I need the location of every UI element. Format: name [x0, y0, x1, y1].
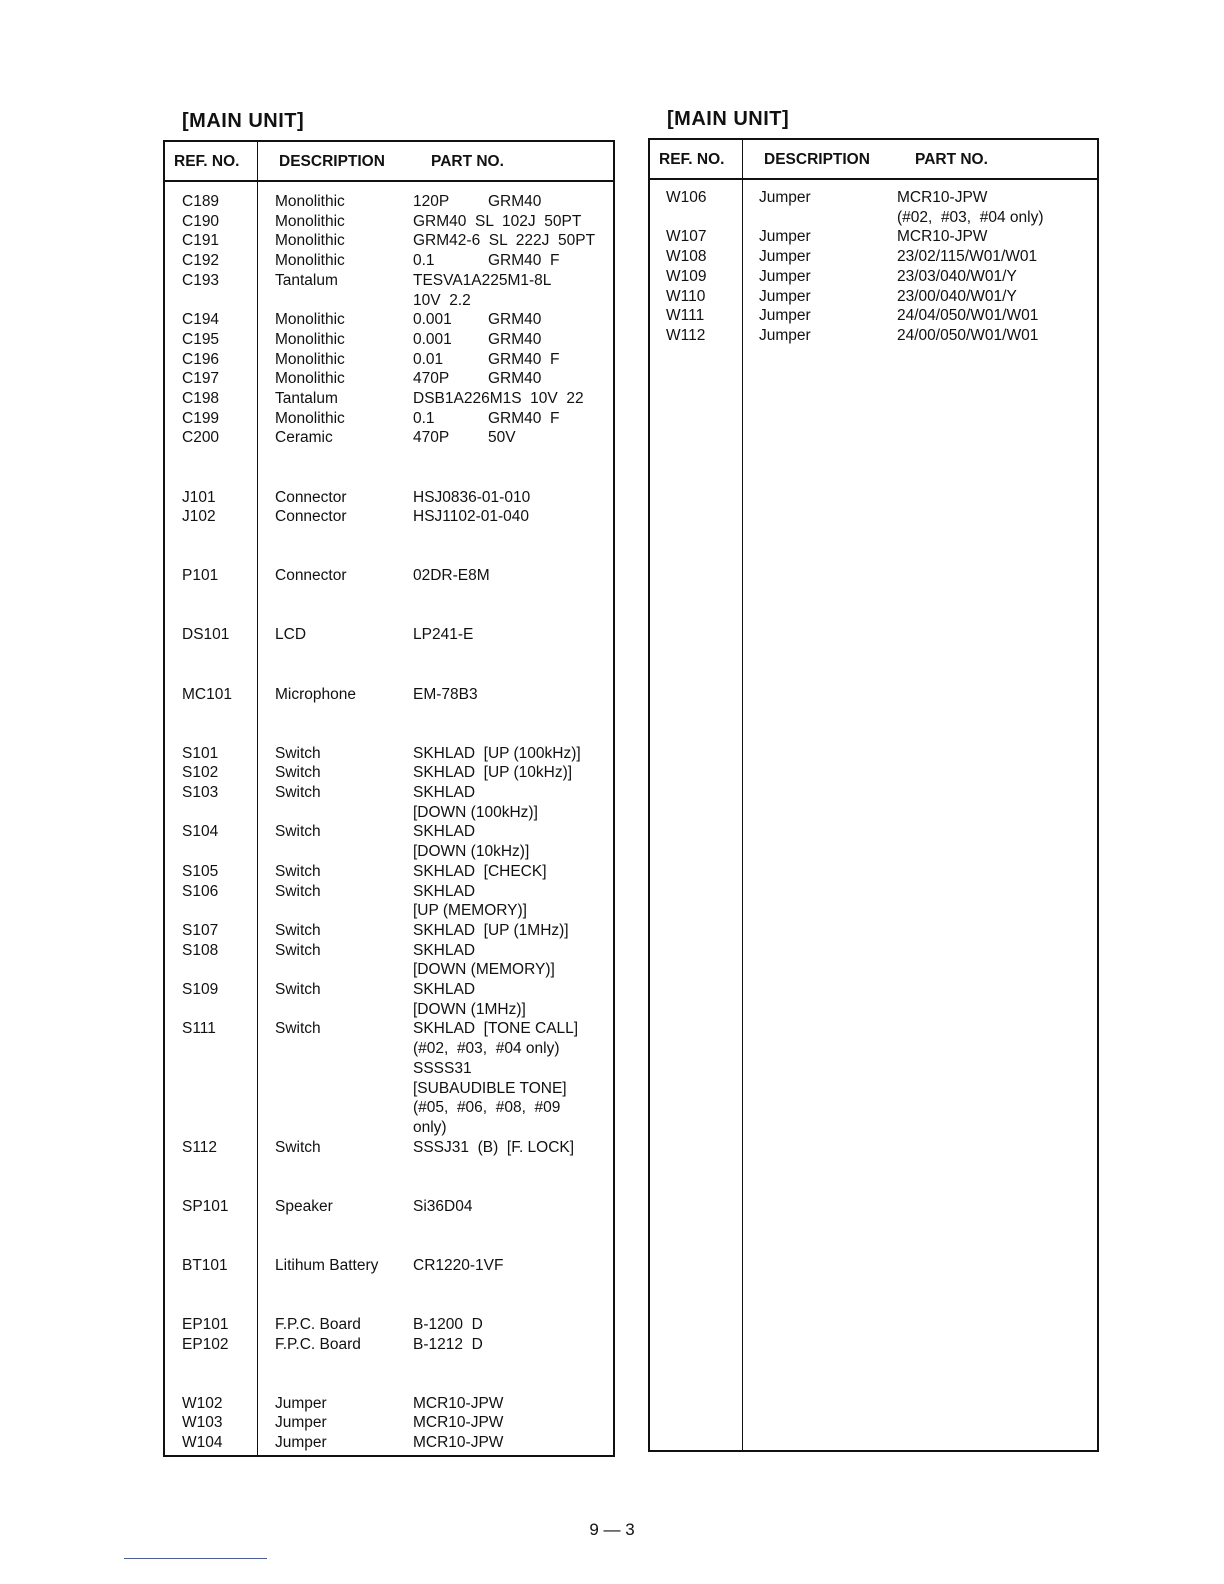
table-row — [650, 267, 1097, 287]
table-row — [165, 842, 613, 862]
description-cell: Connector — [275, 488, 347, 506]
description-cell: Connector — [275, 508, 347, 526]
table-row — [165, 645, 613, 665]
table-row — [650, 306, 1097, 326]
description-cell: Switch — [275, 921, 321, 939]
ref-no-cell: C199 — [182, 409, 220, 427]
part-no-spec-cell: GRM40 F — [488, 350, 560, 368]
description-cell: Jumper — [275, 1434, 327, 1452]
header-description: DESCRIPTION — [279, 153, 385, 170]
table-row — [165, 1374, 613, 1394]
part-no-cell: [DOWN (1MHz)] — [413, 1000, 526, 1018]
description-cell: Switch — [275, 1138, 321, 1156]
ref-no-cell: W107 — [666, 228, 707, 246]
ref-no-cell: S101 — [182, 744, 219, 762]
description-cell: Monolithic — [275, 409, 345, 427]
part-no-cell: 0.01 — [413, 350, 444, 368]
table-row — [650, 247, 1097, 267]
table-row — [165, 606, 613, 626]
description-cell: Switch — [275, 882, 321, 900]
part-no-cell: CR1220-1VF — [413, 1256, 504, 1274]
table-row — [165, 1413, 613, 1433]
table-row — [165, 192, 613, 212]
description-cell: Jumper — [759, 267, 811, 285]
ref-no-cell: S106 — [182, 882, 219, 900]
table-row — [650, 208, 1097, 228]
part-no-spec-cell: GRM40 — [488, 193, 542, 210]
table-row — [165, 763, 613, 783]
part-no-cell: 23/03/040/W01/Y — [897, 267, 1017, 285]
ref-no-cell: C190 — [182, 212, 220, 230]
right-parts-table — [648, 138, 1099, 1452]
part-no-cell: SKHLAD [UP (1MHz)] — [413, 921, 569, 939]
table-row — [165, 744, 613, 764]
table-row — [165, 941, 613, 961]
table-row — [165, 468, 613, 488]
part-no-cell: SKHLAD — [413, 823, 476, 841]
part-no-cell: 0.001 — [413, 311, 452, 329]
part-no-cell: GRM40 SL 102J 50PT — [413, 212, 582, 230]
ref-no-cell: EP101 — [182, 1315, 229, 1333]
table-row — [165, 448, 613, 468]
ref-no-cell: C196 — [182, 350, 220, 368]
ref-no-cell: C192 — [182, 252, 220, 270]
table-row — [165, 882, 613, 902]
part-no-cell: 0.001 — [413, 330, 452, 348]
table-row — [165, 803, 613, 823]
table-row — [165, 1177, 613, 1197]
table-row — [165, 488, 613, 508]
table-row — [165, 822, 613, 842]
part-no-spec-cell: GRM40 — [488, 311, 542, 329]
table-row — [165, 330, 613, 350]
part-no-cell: (#02, #03, #04 only) — [413, 1040, 560, 1058]
table-row — [165, 310, 613, 330]
part-no-spec-cell: GRM40 — [488, 330, 542, 348]
table-row — [165, 921, 613, 941]
table-row — [165, 960, 613, 980]
ref-no-cell: C198 — [182, 390, 220, 407]
part-no-cell: GRM42-6 SL 222J 50PT — [413, 232, 596, 250]
ref-no-cell: S109 — [182, 981, 219, 998]
description-cell: Switch — [275, 744, 321, 762]
table-row — [165, 350, 613, 370]
ref-no-cell: W109 — [666, 267, 707, 285]
table-row — [165, 901, 613, 921]
right-unit-title: [MAIN UNIT] — [667, 108, 790, 130]
part-no-cell: 23/00/040/W01/Y — [897, 287, 1017, 305]
table-row — [165, 1315, 613, 1335]
description-cell: Monolithic — [275, 252, 345, 270]
table-row — [165, 1354, 613, 1374]
ref-no-cell: W102 — [182, 1394, 223, 1412]
description-cell: Litihum Battery — [275, 1256, 379, 1274]
part-no-cell: SKHLAD — [413, 784, 476, 801]
table-row — [165, 369, 613, 389]
part-no-cell: [DOWN (MEMORY)] — [413, 961, 555, 979]
part-no-cell: SKHLAD [UP (10kHz)] — [413, 764, 573, 782]
left-parts-table — [163, 140, 615, 1457]
part-no-cell: MCR10-JPW — [413, 1434, 504, 1452]
part-no-cell: [DOWN (10kHz)] — [413, 843, 530, 861]
table-row — [165, 547, 613, 567]
part-no-cell: 120P — [413, 193, 450, 210]
description-cell: Switch — [275, 862, 321, 880]
table-row — [165, 1059, 613, 1079]
part-no-cell: [UP (MEMORY)] — [413, 902, 527, 920]
ref-no-cell: J101 — [182, 488, 216, 506]
table-row — [165, 212, 613, 232]
header-description: DESCRIPTION — [764, 151, 870, 168]
description-cell: Monolithic — [275, 330, 345, 348]
table-row — [165, 1335, 613, 1355]
ref-no-cell: C197 — [182, 370, 220, 388]
left-unit-title: [MAIN UNIT] — [182, 110, 305, 132]
header-ref-no: REF. NO. — [659, 151, 725, 168]
description-cell: Monolithic — [275, 212, 345, 230]
description-cell: Jumper — [275, 1414, 327, 1432]
part-no-spec-cell: 50V — [488, 429, 516, 447]
description-cell: Jumper — [759, 228, 811, 246]
description-cell: Switch — [275, 784, 321, 801]
table-row — [165, 1197, 613, 1217]
ref-no-cell: W104 — [182, 1434, 223, 1452]
table-row — [165, 1216, 613, 1236]
table-row — [165, 231, 613, 251]
table-row — [165, 1256, 613, 1276]
table-row — [165, 685, 613, 705]
description-cell: Microphone — [275, 685, 356, 703]
table-row — [165, 1039, 613, 1059]
ref-no-cell: EP102 — [182, 1335, 229, 1353]
header-ref-no: REF. NO. — [174, 153, 240, 170]
ref-no-cell: BT101 — [182, 1256, 228, 1274]
description-cell: Monolithic — [275, 193, 345, 210]
ref-no-cell: S111 — [182, 1020, 216, 1038]
table-row — [165, 1236, 613, 1256]
ref-no-cell: SP101 — [182, 1197, 229, 1215]
ref-no-cell: J102 — [182, 508, 216, 526]
table-row — [165, 527, 613, 547]
ref-no-cell: C189 — [182, 193, 220, 210]
description-cell: Speaker — [275, 1197, 333, 1215]
part-no-cell: SKHLAD — [413, 981, 476, 998]
description-cell: Monolithic — [275, 370, 345, 388]
table-row — [165, 271, 613, 291]
ref-no-cell: W103 — [182, 1414, 223, 1432]
description-cell: Tantalum — [275, 271, 338, 289]
description-cell: Jumper — [759, 248, 811, 266]
left-table-header — [165, 142, 613, 182]
table-row — [165, 507, 613, 527]
part-no-spec-cell: GRM40 — [488, 370, 542, 388]
part-no-cell: [SUBAUDIBLE TONE] — [413, 1079, 567, 1097]
part-no-cell: SSSJ31 (B) [F. LOCK] — [413, 1138, 575, 1156]
table-row — [165, 1394, 613, 1414]
right-table-header — [650, 140, 1097, 180]
description-cell: LCD — [275, 626, 307, 644]
footer-rule — [124, 1558, 267, 1559]
table-row — [165, 409, 613, 429]
description-cell: Tantalum — [275, 390, 338, 407]
part-no-cell: 470P — [413, 429, 450, 447]
table-row — [165, 1433, 613, 1453]
description-cell: Switch — [275, 1020, 321, 1038]
ref-no-cell: S102 — [182, 764, 219, 782]
table-row — [165, 1295, 613, 1315]
table-row — [165, 625, 613, 645]
description-cell: F.P.C. Board — [275, 1335, 361, 1353]
ref-no-cell: W106 — [666, 189, 707, 206]
table-row — [165, 566, 613, 586]
part-no-cell: 23/02/115/W01/W01 — [897, 248, 1038, 266]
table-row — [165, 1138, 613, 1158]
table-row — [165, 586, 613, 606]
table-row — [165, 1079, 613, 1099]
table-row — [165, 665, 613, 685]
description-cell: Monolithic — [275, 232, 345, 250]
table-row — [165, 428, 613, 448]
ref-no-cell: S108 — [182, 941, 219, 959]
table-row — [165, 1157, 613, 1177]
part-no-cell: 0.1 — [413, 252, 435, 270]
ref-no-cell: W110 — [666, 287, 706, 305]
table-row — [165, 862, 613, 882]
description-cell: Ceramic — [275, 429, 333, 447]
table-row — [165, 1098, 613, 1118]
part-no-cell: SKHLAD — [413, 941, 476, 959]
description-cell: Connector — [275, 567, 347, 585]
table-row — [165, 1118, 613, 1138]
ref-no-cell: W111 — [666, 307, 705, 325]
table-row — [165, 724, 613, 744]
part-no-cell: SKHLAD [CHECK] — [413, 862, 547, 880]
description-cell: Jumper — [759, 189, 811, 206]
part-no-cell: EM-78B3 — [413, 685, 478, 703]
description-cell: Jumper — [759, 307, 811, 325]
description-cell: Jumper — [275, 1394, 327, 1412]
part-no-cell: SSSS31 — [413, 1059, 472, 1077]
part-no-cell: 02DR-E8M — [413, 567, 490, 585]
description-cell: Switch — [275, 764, 321, 782]
ref-no-cell: P101 — [182, 567, 219, 585]
description-cell: Jumper — [759, 326, 811, 344]
part-no-cell: SKHLAD [TONE CALL] — [413, 1020, 579, 1038]
header-part-no: PART NO. — [431, 153, 504, 170]
part-no-cell: DSB1A226M1S 10V 22 — [413, 390, 584, 407]
part-no-cell: only) — [413, 1118, 447, 1136]
table-row — [650, 188, 1097, 208]
ref-no-cell: S112 — [182, 1138, 218, 1156]
ref-no-cell: W108 — [666, 248, 707, 266]
part-no-cell: (#02, #03, #04 only) — [897, 208, 1044, 226]
header-part-no: PART NO. — [915, 151, 988, 168]
ref-no-cell: S104 — [182, 823, 219, 841]
table-row — [165, 704, 613, 724]
table-row — [650, 287, 1097, 307]
part-no-cell: B-1200 D — [413, 1315, 483, 1333]
part-no-cell: HSJ0836-01-010 — [413, 488, 531, 506]
part-no-spec-cell: GRM40 F — [488, 409, 560, 427]
part-no-cell: MCR10-JPW — [897, 189, 988, 206]
ref-no-cell: C193 — [182, 271, 220, 289]
ref-no-cell: S105 — [182, 862, 219, 880]
part-no-cell: [DOWN (100kHz)] — [413, 803, 538, 821]
table-row — [165, 251, 613, 271]
table-row — [165, 1000, 613, 1020]
part-no-cell: MCR10-JPW — [413, 1394, 504, 1412]
description-cell: F.P.C. Board — [275, 1315, 361, 1333]
part-no-cell: B-1212 D — [413, 1335, 483, 1353]
part-no-cell: (#05, #06, #08, #09 — [413, 1099, 561, 1117]
description-cell: Switch — [275, 823, 321, 841]
table-row — [165, 980, 613, 1000]
part-no-cell: MCR10-JPW — [413, 1414, 504, 1432]
table-row — [650, 326, 1097, 346]
ref-no-cell: C191 — [182, 232, 220, 250]
part-no-cell: 10V 2.2 — [413, 291, 471, 309]
part-no-cell: 24/00/050/W01/W01 — [897, 326, 1039, 344]
page-number: 9 — 3 — [589, 1520, 635, 1539]
description-cell: Jumper — [759, 287, 811, 305]
ref-no-cell: S107 — [182, 921, 219, 939]
part-no-cell: 0.1 — [413, 409, 435, 427]
ref-no-cell: C200 — [182, 429, 220, 447]
ref-no-cell: W112 — [666, 326, 706, 344]
table-row — [165, 291, 613, 311]
part-no-cell: TESVA1A225M1-8L — [413, 271, 552, 289]
description-cell: Monolithic — [275, 311, 345, 329]
part-no-cell: 470P — [413, 370, 450, 388]
part-no-cell: SKHLAD — [413, 882, 476, 900]
ref-no-cell: S103 — [182, 784, 219, 801]
table-row — [165, 389, 613, 409]
part-no-cell: Si36D04 — [413, 1197, 473, 1215]
table-row — [165, 783, 613, 803]
part-no-cell: LP241-E — [413, 626, 474, 644]
part-no-cell: HSJ1102-01-040 — [413, 508, 530, 526]
ref-no-cell: C194 — [182, 311, 220, 329]
ref-no-cell: C195 — [182, 330, 220, 348]
table-row — [165, 1276, 613, 1296]
table-row — [650, 227, 1097, 247]
table-row — [165, 1019, 613, 1039]
ref-no-cell: DS101 — [182, 626, 230, 644]
part-no-spec-cell: GRM40 F — [488, 252, 560, 270]
part-no-cell: 24/04/050/W01/W01 — [897, 307, 1039, 325]
description-cell: Switch — [275, 981, 321, 998]
ref-no-cell: MC101 — [182, 685, 232, 703]
part-no-cell: SKHLAD [UP (100kHz)] — [413, 744, 581, 762]
description-cell: Monolithic — [275, 350, 345, 368]
part-no-cell: MCR10-JPW — [897, 228, 988, 246]
description-cell: Switch — [275, 941, 321, 959]
